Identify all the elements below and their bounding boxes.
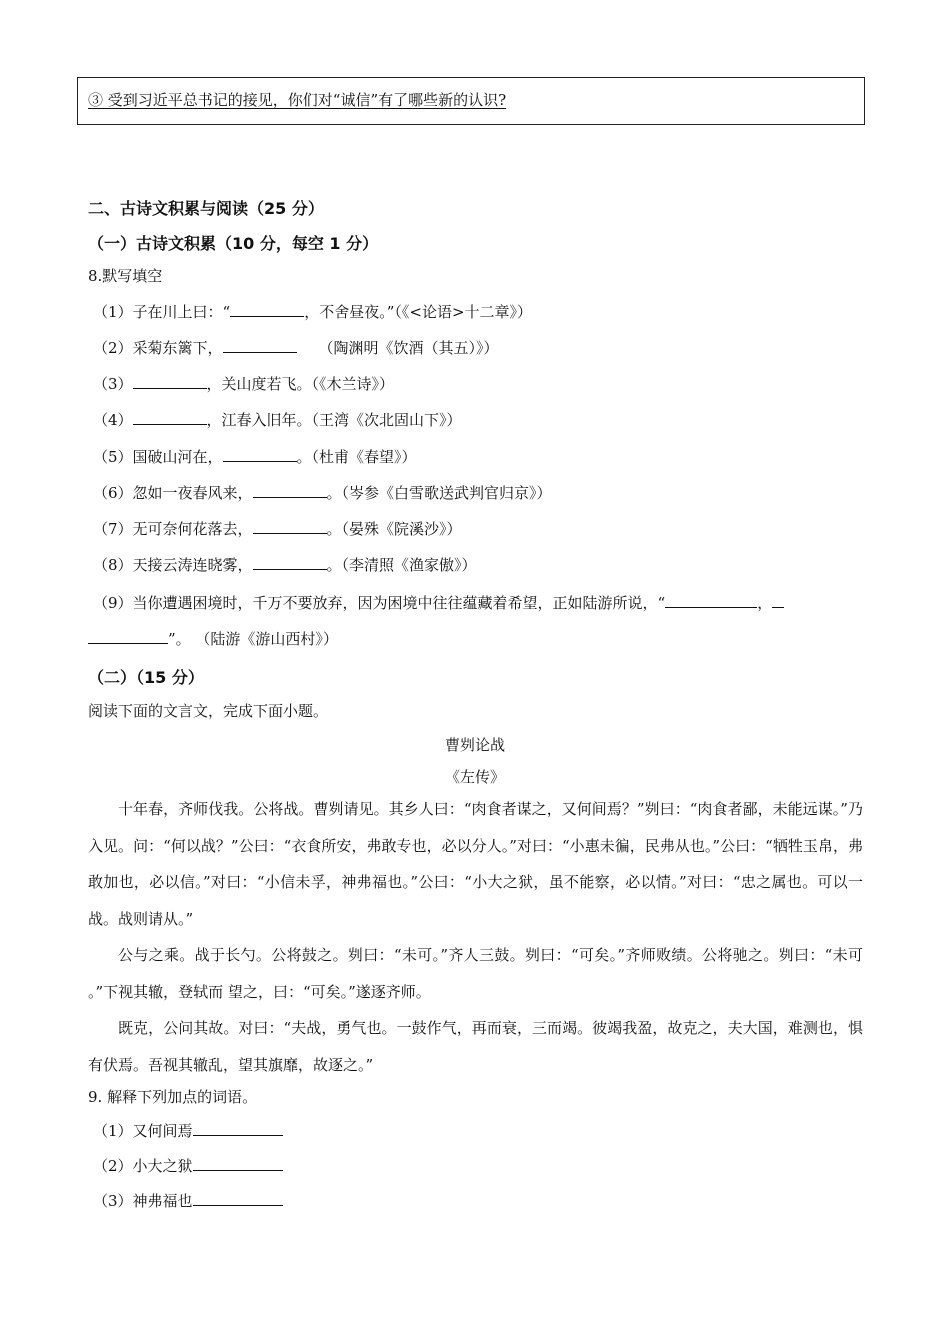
q8-item-2: （2）采菊东篱下， （陶渊明《饮酒（其五）》） xyxy=(93,339,499,357)
q8-item-7: （7）无可奈何花落去， 。（晏殊《院溪沙》） xyxy=(93,520,462,538)
section-title: 二、古诗文积累与阅读（25 分） xyxy=(88,199,324,218)
q8-item-5: （5）国破山河在， 。（杜甫《春望》） xyxy=(93,448,417,466)
q9-item-3: （3）神弗福也 xyxy=(93,1190,283,1211)
answer-blank[interactable] xyxy=(772,592,784,608)
q9-item-2: （2）小大之狱 xyxy=(93,1155,283,1176)
q9-item-1: （1）又何间焉 xyxy=(93,1120,283,1141)
q8-item-1: （1）子在川上曰：“ ，不舍昼夜。”（《<论语>十二章》） xyxy=(93,303,533,321)
classical-text xyxy=(88,791,863,1083)
answer-blank[interactable] xyxy=(133,409,207,425)
answer-blank[interactable] xyxy=(193,1120,283,1136)
paragraph-3: 既克，公问其故。对曰：“夫战，勇气也。一鼓作气，再而衰，三而竭。彼竭我盈，故克之，夫大国，难测也，惧有伏焉。吾视其辙乱，望其旗靡，故逐之。” xyxy=(88,1019,863,1074)
reading-instruction: 阅读下面的文言文，完成下面小题。 xyxy=(88,702,329,720)
text-title: 曹刿论战 xyxy=(444,736,505,754)
answer-blank[interactable] xyxy=(193,1190,283,1206)
answer-blank[interactable] xyxy=(223,446,297,462)
answer-blank[interactable] xyxy=(665,592,757,608)
q9-title: 9. 解释下列加点的词语。 xyxy=(88,1088,258,1106)
answer-blank[interactable] xyxy=(230,301,304,317)
answer-blank[interactable] xyxy=(193,1155,283,1171)
q8-item-6: （6）忽如一夜春风来， 。（岑参《白雪歌送武判官归京》） xyxy=(93,484,552,502)
answer-blank[interactable] xyxy=(253,482,327,498)
answer-blank[interactable] xyxy=(253,518,327,534)
answer-blank[interactable] xyxy=(253,554,327,570)
paragraph-1: 十年春，齐师伐我。公将战。曹刿请见。其乡人曰：“肉食者谋之，又何间焉？”刿曰：“肉食者鄙，未能远谋。”乃入见。问：“何以战？”公曰：“衣食所安，弗敢专也，必以分人。”对曰：“小惠未徧，民弗从也。”公曰：“牺牲玉帛，弗敢加也，必以信。”对曰：“小信未孚，神弗福也。”公曰：“小大之狱，虽不能察，必以情。”对曰：“忠之属也。可以一战。战则请从。” xyxy=(88,800,863,928)
answer-blank[interactable] xyxy=(88,628,168,644)
question-box xyxy=(77,77,865,125)
answer-blank[interactable] xyxy=(133,373,207,389)
paragraph-2: 公与之乘。战于长勺。公将鼓之。刿曰：“未可。”齐人三鼓。刿曰：“可矣。”齐师败绩。公将驰之。刿曰：“未可 。”下视其辙，登轼而 望之，曰：“可矣。”遂逐齐师。 xyxy=(88,946,863,1001)
q8-item-9-cont: ”。 （陆游《游山西村》） xyxy=(88,628,338,649)
answer-blank[interactable] xyxy=(223,337,297,353)
q8-item-3: （3） ，关山度若飞。（《木兰诗》） xyxy=(93,375,395,393)
q8-item-4: （4） ，江春入旧年。（王湾《次北固山下》） xyxy=(93,411,462,429)
q8-title: 8.默写填空 xyxy=(88,267,163,285)
part1-title: （一）古诗文积累（10 分，每空 1 分） xyxy=(88,234,379,253)
q8-item-9: （9）当你遭遇困境时，千万不要放弃，因为困境中往往蕴藏着希望，正如陆游所说，“ ， xyxy=(93,592,784,613)
question-box-text: ③ 受到习近平总书记的接见，你们对“诚信”有了哪些新的认识? xyxy=(88,91,507,109)
part2-title: （二）（15 分） xyxy=(88,668,204,687)
text-source: 《左传》 xyxy=(444,768,505,786)
q8-item-8: （8）天接云涛连晓雾， 。（李清照《渔家傲》） xyxy=(93,556,477,574)
